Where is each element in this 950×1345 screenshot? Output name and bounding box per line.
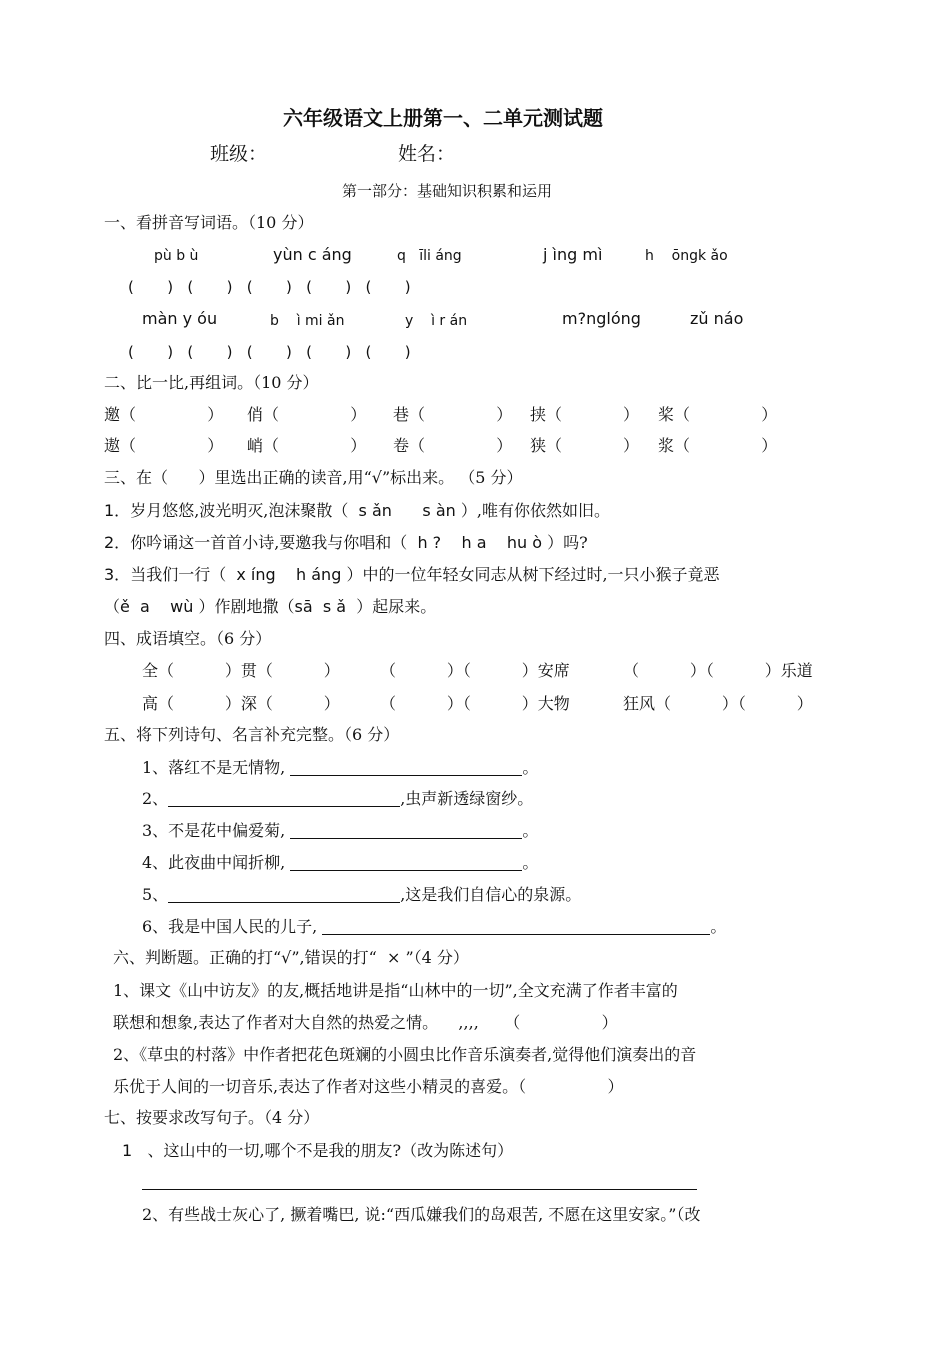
q6-item-2-cont: 乐优于人间的一切音乐,表达了作者对这些小精灵的喜爱。（ ） — [113, 1077, 624, 1096]
q3-sentence-end: ）,唯有你依然如旧。 — [460, 501, 610, 520]
q4-idiom: （ ）（ ）乐道 — [623, 661, 813, 680]
q6-item-1-cont: 联想和想象,表达了作者对大自然的热爱之情。 ,,,, （ ） — [113, 1013, 618, 1032]
q3-pinyin-options: sā s ǎ — [294, 597, 347, 616]
q4-idiom: （ ）（ ）大物 — [380, 694, 570, 713]
answer-line[interactable] — [142, 1189, 697, 1190]
q5-suffix: 。 — [710, 917, 727, 936]
q4-idiom: 全（ ）贯（ ） — [142, 661, 340, 680]
q1-pinyin: h ōngk ǎo — [645, 248, 728, 264]
q2-cell: 浆（ ） — [658, 436, 778, 455]
q7-item-2: 2、有些战士灰心了, 撅着嘴巴, 说:“西瓜嫌我们的岛艰苦, 不愿在这里安家。”（改 — [142, 1205, 701, 1224]
q4-idiom: 高（ ）深（ ） — [142, 694, 340, 713]
q3-sentence-end: ）起尿来。 — [356, 597, 437, 616]
q1-pinyin: yùn c áng — [273, 245, 352, 264]
q5-item-6 — [142, 917, 726, 937]
q3-item-number: 1． — [104, 501, 131, 520]
answer-line[interactable] — [168, 886, 400, 903]
q4-idiom: 狂风（ ）（ ） — [623, 694, 813, 713]
q3-item-3-cont — [104, 597, 436, 617]
q5-prompt: 3、不是花中偏爱菊, — [142, 821, 286, 840]
q2-cell: 遨（ ） — [104, 436, 224, 455]
part-label: 第一部分：基础知识积累和运用 — [342, 182, 553, 200]
answer-line[interactable] — [290, 854, 522, 871]
q3-item-3 — [104, 565, 720, 585]
q2-cell: 巷（ ） — [393, 405, 513, 424]
name-label: 姓名： — [398, 143, 456, 165]
q2-cell: 峭（ ） — [247, 436, 367, 455]
q5-item-5 — [142, 885, 581, 905]
q1-pinyin: q īli áng — [397, 248, 462, 264]
q2-cell: 狭（ ） — [530, 436, 640, 455]
answer-line[interactable] — [168, 790, 400, 807]
q5-prompt: 5、 — [142, 885, 169, 904]
q3-paren: （ — [104, 597, 121, 616]
q3-item-2 — [104, 533, 588, 553]
q3-item-number: 2． — [104, 533, 131, 552]
q2-cell: 俏（ ） — [247, 405, 367, 424]
q5-prompt: 2、 — [142, 789, 169, 808]
q6-item-2: 2、《草虫的村落》中作者把花色斑斓的小圆虫比作音乐演奏者,觉得他们演奏出的音 — [113, 1045, 697, 1064]
q5-item-2 — [142, 789, 533, 809]
answer-line[interactable] — [290, 759, 522, 776]
q3-sentence-end: ）吗? — [547, 533, 588, 552]
q2-cell: 挟（ ） — [530, 405, 640, 424]
answer-line[interactable] — [322, 918, 710, 935]
q1-pinyin: màn y óu — [142, 309, 218, 328]
q1-pinyin: y ì r án — [405, 313, 468, 329]
q1-answer-blanks: ( ) ( ) ( ) ( ) ( ) — [128, 343, 411, 361]
q3-pinyin-options: h ? h a hu ò — [417, 533, 543, 552]
q1-answer-blanks: ( ) ( ) ( ) ( ) ( ) — [128, 278, 411, 296]
q4-idiom: （ ）（ ）安席 — [380, 661, 570, 680]
q2-heading: 二、比一比,再组词。（10 分） — [104, 373, 319, 392]
q3-pinyin-options: x íng h áng — [236, 565, 342, 584]
q5-suffix: 。 — [522, 821, 539, 840]
q3-sentence: 你吟诵这一首首小诗,要邀我与你唱和（ — [130, 533, 408, 552]
q7-item-number: 1 — [122, 1141, 133, 1160]
q1-pinyin: m?nglóng — [562, 309, 641, 328]
q5-item-1 — [142, 758, 538, 778]
q5-heading: 五、将下列诗句、名言补充完整。（6 分） — [104, 725, 400, 744]
q5-prompt: 6、我是中国人民的儿子, — [142, 917, 318, 936]
q3-sentence: 当我们一行（ — [130, 565, 227, 584]
q7-heading: 七、按要求改写句子。（4 分） — [104, 1108, 320, 1127]
q3-sentence: 岁月悠悠,波光明灭,泡沫聚散（ — [130, 501, 349, 520]
q5-prompt: 1、落红不是无情物, — [142, 758, 286, 777]
q5-suffix: ,这是我们自信心的泉源。 — [400, 885, 582, 904]
q5-item-4 — [142, 853, 538, 873]
q1-pinyin: pù b ù — [154, 248, 199, 264]
q3-pinyin-options: ě a wù — [120, 597, 194, 616]
q5-suffix: 。 — [522, 853, 539, 872]
q6-heading: 六、判断题。正确的打“√”,错误的打“ × ”（4 分） — [113, 948, 469, 967]
answer-line[interactable] — [290, 822, 522, 839]
q3-sentence: ）作剧地撒（ — [198, 597, 295, 616]
q5-suffix: ,虫声新透绿窗纱。 — [400, 789, 534, 808]
q7-item-1 — [122, 1141, 513, 1161]
q3-item-1 — [104, 501, 610, 521]
q6-item-1: 1、课文《山中访友》的友,概括地讲是指“山林中的一切”,全文充满了作者丰富的 — [113, 981, 678, 1000]
q5-prompt: 4、此夜曲中闻折柳, — [142, 853, 286, 872]
q2-cell: 卷（ ） — [393, 436, 513, 455]
q7-prompt: 、这山中的一切,哪个不是我的朋友?（改为陈述句） — [147, 1141, 514, 1160]
q3-item-number: 3． — [104, 565, 131, 584]
q2-cell: 邀（ ） — [104, 405, 224, 424]
q5-item-3 — [142, 821, 538, 841]
q2-cell: 桨（ ） — [658, 405, 778, 424]
q3-sentence-end: ）中的一位年轻女同志从树下经过时,一只小猴子竟恶 — [346, 565, 720, 584]
q1-pinyin: b ì mi ǎn — [270, 313, 345, 329]
q1-heading: 一、看拼音写词语。（10 分） — [104, 213, 314, 232]
page-title: 六年级语文上册第一、二单元测试题 — [283, 106, 603, 130]
q3-heading: 三、在（ ）里选出正确的读音,用“√”标出来。 （5 分） — [104, 468, 523, 487]
q5-suffix: 。 — [522, 758, 539, 777]
q3-pinyin-options: s ǎn s àn — [358, 501, 456, 520]
class-label: 班级： — [210, 143, 268, 165]
q1-pinyin: zǔ náo — [690, 309, 744, 328]
q1-pinyin: j ìng mì — [543, 245, 603, 264]
q4-heading: 四、成语填空。（6 分） — [104, 629, 272, 648]
